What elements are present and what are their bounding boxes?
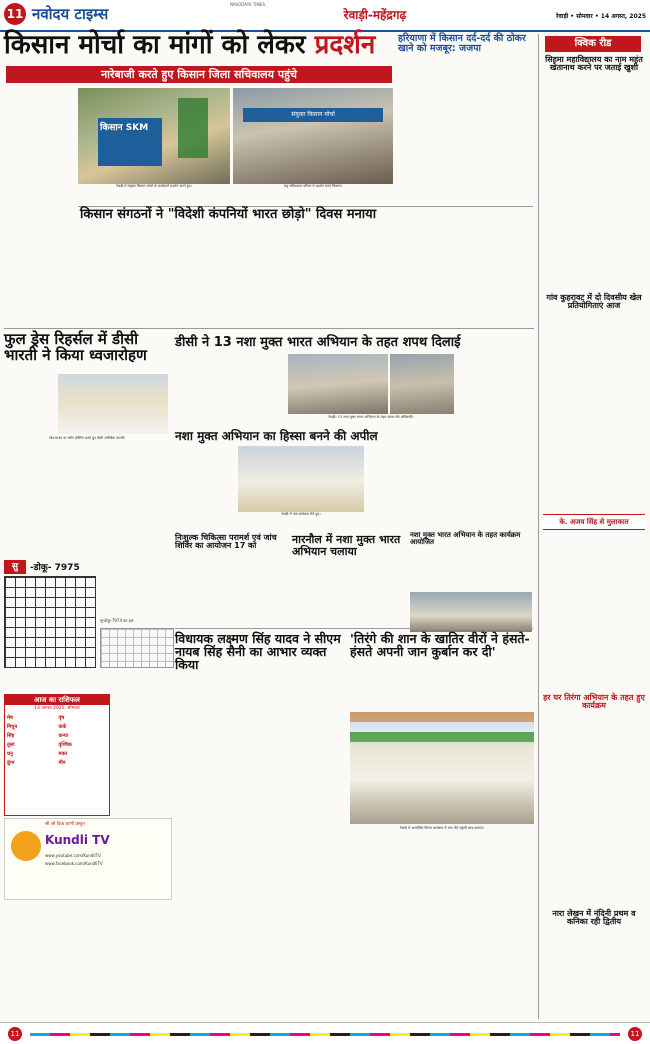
sidebar: [538, 34, 647, 1019]
horoscope-panel: [4, 694, 110, 816]
ad-tagline: श्री जी दिव्य वाणी प्रस्तुत: [45, 822, 85, 827]
paper-name-sub: NAVODAYA TIMES: [230, 2, 266, 7]
kundli-ad: [4, 818, 172, 900]
sudoku-answer-grid: [100, 628, 174, 668]
story-5-body: [175, 354, 285, 426]
horoscope-sign: सिंह: [7, 733, 15, 739]
ad-brand: Kundli TV: [45, 833, 110, 847]
flag-shape: [178, 98, 208, 158]
story-6b-headline: नशा मुक्त भारत अभियान के तहत कार्यक्रम आयोजित: [410, 531, 521, 547]
story-4-headline: फुल ड्रेस रिहर्सल में डीसी भारती ने किया ध्वजारोहण: [4, 330, 147, 364]
story-9-body: [175, 700, 345, 870]
story-2-headline: हरियाणा में किसान दर्द-दर्द की ठोकर खाने को मजबूर: जजपा: [398, 33, 526, 54]
lead-caption-1: रेवाड़ी में संयुक्त किसान मोर्चा के कार्यकर्ता प्रदर्शन करते हुए।: [116, 184, 192, 188]
horoscope-date: 14 अगस्त 2025, सोमवार: [34, 706, 80, 711]
story-10-body: [350, 678, 534, 712]
footer-page-left: 11: [8, 1027, 22, 1041]
horoscope-sign: धनु: [7, 751, 13, 757]
story-6-body: [175, 446, 235, 530]
story-2-body: [398, 58, 532, 206]
story-4-body: [4, 374, 54, 434]
horoscope-sign: मिथुन: [7, 724, 18, 730]
horoscope-sign: तुला: [7, 742, 15, 748]
story-8-headline: नारनौल में नशा मुक्त भारत अभियान चलाया: [292, 533, 401, 558]
sidebar-item-5-body: [543, 934, 645, 1018]
story-10-caption: रेवाड़ी में आयोजित तिरंगा कार्यक्रम में भाग लेते स्कूली छात्र-छात्राएं।: [400, 826, 484, 830]
story-5-body-2: [456, 354, 533, 426]
horoscope-sign: कर्क: [58, 724, 67, 730]
dateline: रेवाड़ी • सोमवार • 14 अगस्त, 2025: [556, 13, 646, 20]
sudoku-title: -डोकू- 7975: [30, 563, 80, 573]
story-5-photo-2: [390, 354, 454, 414]
lead-body-text-2: [78, 190, 393, 204]
sudoku-panel: [4, 560, 174, 622]
divider: [4, 328, 534, 329]
story-5-caption: रेवाड़ी: 13 नशा मुक्त भारत अभियान के तहत शपथ लेते अधिकारी।: [328, 415, 414, 419]
story-6b-body-2: [410, 552, 532, 592]
sudoku-label: सु: [4, 560, 26, 574]
sidebar-item-4-body: [543, 718, 645, 914]
lead-photo-1: [78, 88, 230, 184]
sudoku-rules: [100, 576, 172, 616]
lead-subhead: नारेबाजी करते हुए किसान जिला सचिवालय पहुंचे: [6, 66, 392, 83]
story-5-photo-1: [288, 354, 388, 414]
story-8-body: [292, 560, 410, 626]
story-10-photo: [350, 712, 534, 824]
sudoku-answer-label: सु-डोकू-7974 का हल: [100, 618, 134, 623]
skm-banner: किसान SKM: [98, 118, 162, 166]
sidebar-item-1-body: [543, 90, 645, 290]
sidebar-item-2-body: [543, 320, 645, 530]
horoscope-sign: मकर: [58, 751, 68, 757]
footer: [0, 1022, 650, 1044]
story-4-body-2: [4, 446, 170, 556]
horoscope-sign: कन्या: [58, 733, 69, 739]
paper-name: नवोदय टाइम्स: [32, 5, 109, 23]
horoscope-sign: वृष: [58, 715, 65, 721]
page-number: 11: [4, 3, 26, 25]
story-3-body: [80, 225, 532, 325]
color-registration-bar: [30, 1033, 620, 1036]
sidebar-interview: के. अजय सिंह से मुलाकात: [543, 514, 645, 530]
story-9-body-2: [175, 870, 345, 1020]
sidebar-item-5-headline: नारा लेखन में नंदिनी प्रथम व कनिका रही द्वितीय: [552, 909, 636, 927]
horoscope-sign: मीन: [58, 760, 66, 766]
story-7-headline: निःशुल्क चिकित्सा परामर्श एवं जांच शिविर का आयोजन 17 को: [175, 533, 277, 551]
skm-banner-2: संयुक्त किसान मोर्चा: [243, 108, 383, 122]
story-10-body-2: [350, 838, 534, 1018]
sudoku-grid[interactable]: [4, 576, 96, 668]
lead-headline: किसान मोर्चा का मांगों को लेकर प्रदर्शन: [4, 30, 376, 60]
masthead: [0, 0, 650, 32]
story-6b-body: [410, 446, 532, 530]
tiranga-banner: [350, 712, 534, 742]
story-6-headline: नशा मुक्त अभियान का हिस्सा बनने की अपील: [175, 429, 378, 443]
lead-body-text: [4, 88, 74, 288]
footer-page-right: 11: [628, 1027, 642, 1041]
story-4-caption: परेड ग्राउंड पर फ्लैग होस्टिंग करते हुए डीसी अभिषेक भारती।: [48, 436, 126, 440]
ad-youtube[interactable]: www.youtube.com/KundliTV: [45, 853, 101, 858]
story-9-headline: विधायक लक्ष्मण सिंह यादव ने सीएम नायब सिंह सैनी का आभार व्यक्त किया: [175, 631, 341, 673]
sidebar-item-1-headline: सिहमा महाविद्यालय का नाम महंत खेतानाथ करने पर जताई खुशी: [545, 55, 643, 73]
story-6b-photo: [410, 592, 532, 632]
story-6-caption: रेवाड़ी में एक कार्यक्रम लेते हुए।: [281, 512, 321, 516]
ad-facebook[interactable]: www.facebook.com/KundliTV: [45, 861, 103, 866]
story-6-photo: [238, 446, 364, 512]
sidebar-tag: क्विक रीड: [545, 36, 641, 52]
story-6-body-2: [367, 446, 407, 530]
story-7-body: [175, 556, 285, 626]
misc-text: [112, 694, 170, 814]
story-4-photo: [58, 374, 168, 434]
divider: [175, 628, 533, 629]
sidebar-item-4-headline: हर घर तिरंगा अभियान के तहत हुए कार्यक्रम: [543, 693, 645, 711]
lead-caption-2: लघु सचिवालय परिसर में प्रदर्शन करते किसान।: [283, 184, 343, 188]
horoscope-sign: मेष: [7, 715, 13, 721]
ad-logo: [11, 831, 41, 861]
horoscope-title: आज का राशिफल: [5, 695, 109, 705]
sidebar-item-2-headline: गांव कुहरावट में दो दिवसीय खेल प्रतियोगिताएं आज: [546, 293, 642, 311]
story-10-headline: 'तिरंगे की शान के खातिर वीरों ने हंसते-हंसते अपनी जान कुर्बान कर दी': [350, 631, 530, 660]
misc-text-2: [4, 900, 170, 1018]
section-title: रेवाड़ी-महेंद्रगढ़: [343, 8, 407, 22]
sidebar-item-3-body: [543, 532, 645, 692]
lead-photo-2: [233, 88, 393, 184]
story-5-headline: डीसी ने 13 नशा मुक्त भारत अभियान के तहत शपथ दिलाई: [175, 335, 461, 350]
story-3-headline: किसान संगठनों ने "विदेशी कंपनियों भारत छोड़ो" दिवस मनाया: [80, 207, 377, 222]
horoscope-signs: [5, 712, 109, 769]
horoscope-sign: वृश्चिक: [58, 742, 72, 748]
horoscope-sign: कुंभ: [7, 760, 15, 766]
